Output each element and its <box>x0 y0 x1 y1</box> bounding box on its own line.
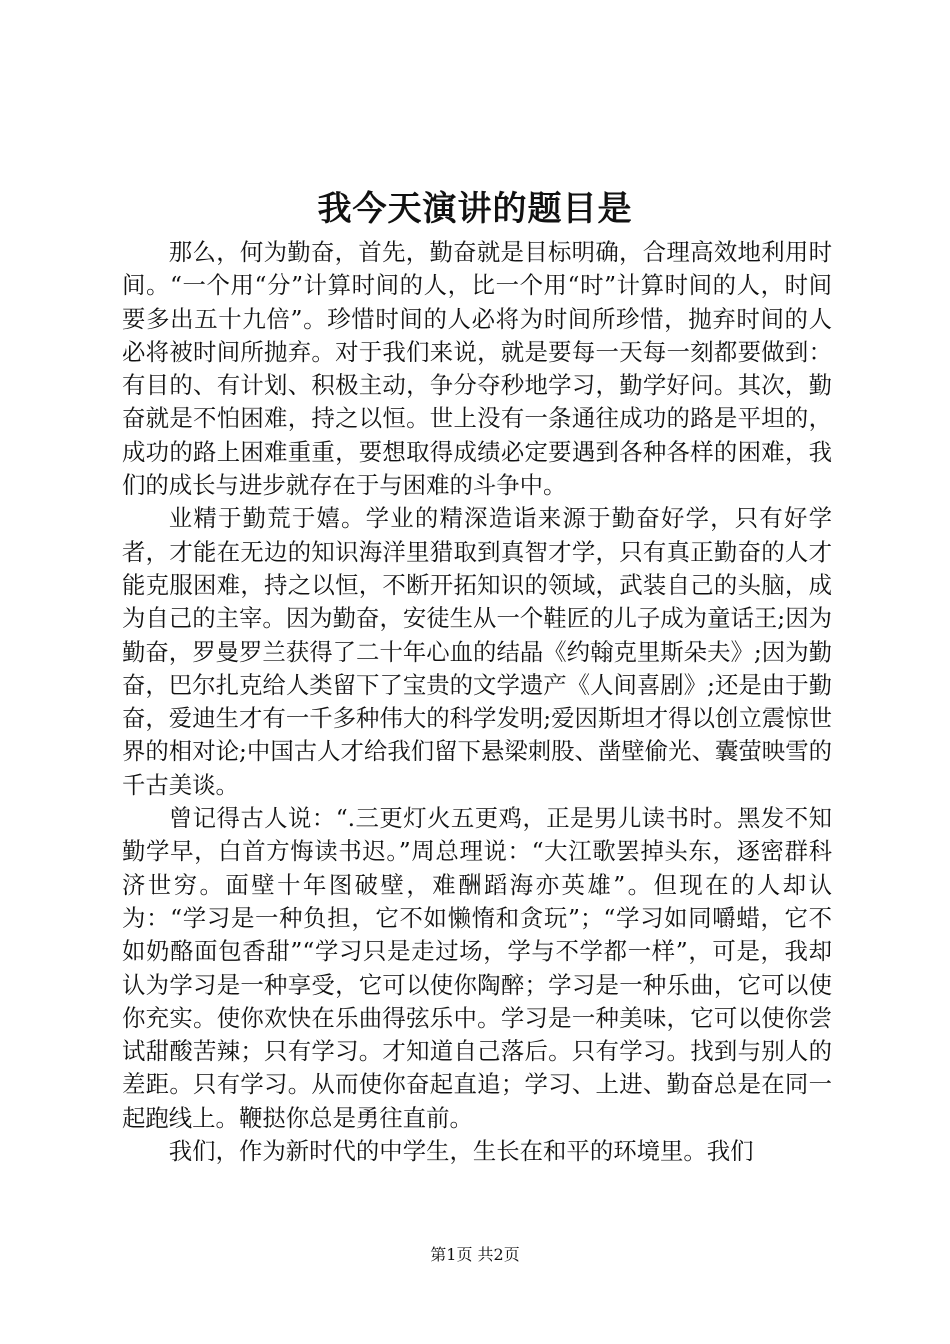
paragraph-3: 曾记得古人说：“.三更灯火五更鸡，正是男儿读书时。黑发不知勤学早，白首方悔读书迟。”周总理说：“大江歌罢掉头东，逐密群科济世穷。面壁十年图破壁，难酬蹈海亦英雄”。但现在的人却认为：“学习是一种负担，它不如懒惰和贪玩”；“学习如同嚼蜡，它不如奶酪面包香甜”“学习只是走过场，学与不学都一样”，可是，我却认为学习是一种享受，它可以使你陶醉；学习是一种乐曲，它可以使你充实。使你欢快在乐曲得弦乐中。学习是一种美味，它可以使你尝试甜酸苦辣；只有学习。才知道自己落后。只有学习。找到与别人的差距。只有学习。从而使你奋起直追；学习、上进、勤奋总是在同一起跑线上。鞭挞你总是勇往直前。 <box>122 804 832 1132</box>
page-footer: 第1页 共2页 <box>430 1245 520 1264</box>
document-title: 我今天演讲的题目是 <box>317 189 633 229</box>
paragraph-2: 业精于勤荒于嬉。学业的精深造诣来源于勤奋好学，只有好学者，才能在无边的知识海洋里猎取到真智才学，只有真正勤奋的人才能克服困难，持之以恒，不断开拓知识的领域，武装自己的头脑，成为自己的主宰。因为勤奋，安徒生从一个鞋匠的儿子成为童话王;因为勤奋，罗曼罗兰获得了二十年心血的结晶《约翰克里斯朵夫》;因为勤奋，巴尔扎克给人类留下了宝贵的文学遗产《人间喜剧》;还是由于勤奋，爱迪生才有一千多种伟大的科学发明;爱因斯坦才得以创立震惊世界的相对论;中国古人才给我们留下悬梁刺股、凿壁偷光、囊萤映雪的千古美谈。 <box>122 504 832 799</box>
paragraph-4: 我们，作为新时代的中学生，生长在和平的环境里。我们 <box>168 1137 754 1166</box>
paragraph-1: 那么，何为勤奋，首先，勤奋就是目标明确，合理高效地利用时间。“一个用“分”计算时间的人，比一个用“时”计算时间的人，时间要多出五十九倍”。珍惜时间的人必将为时间所珍惜，抛弃时间的人必将被时间所抛弃。对于我们来说，就是要每一天每一刻都要做到：有目的、有计划、积极主动，争分夺秒地学习，勤学好问。其次，勤奋就是不怕困难，持之以恒。世上没有一条通往成功的路是平坦的，成功的路上困难重重，要想取得成绩必定要遇到各种各样的困难，我们的成长与进步就存在于与困难的斗争中。 <box>122 238 832 500</box>
document-body <box>122 236 832 1168</box>
